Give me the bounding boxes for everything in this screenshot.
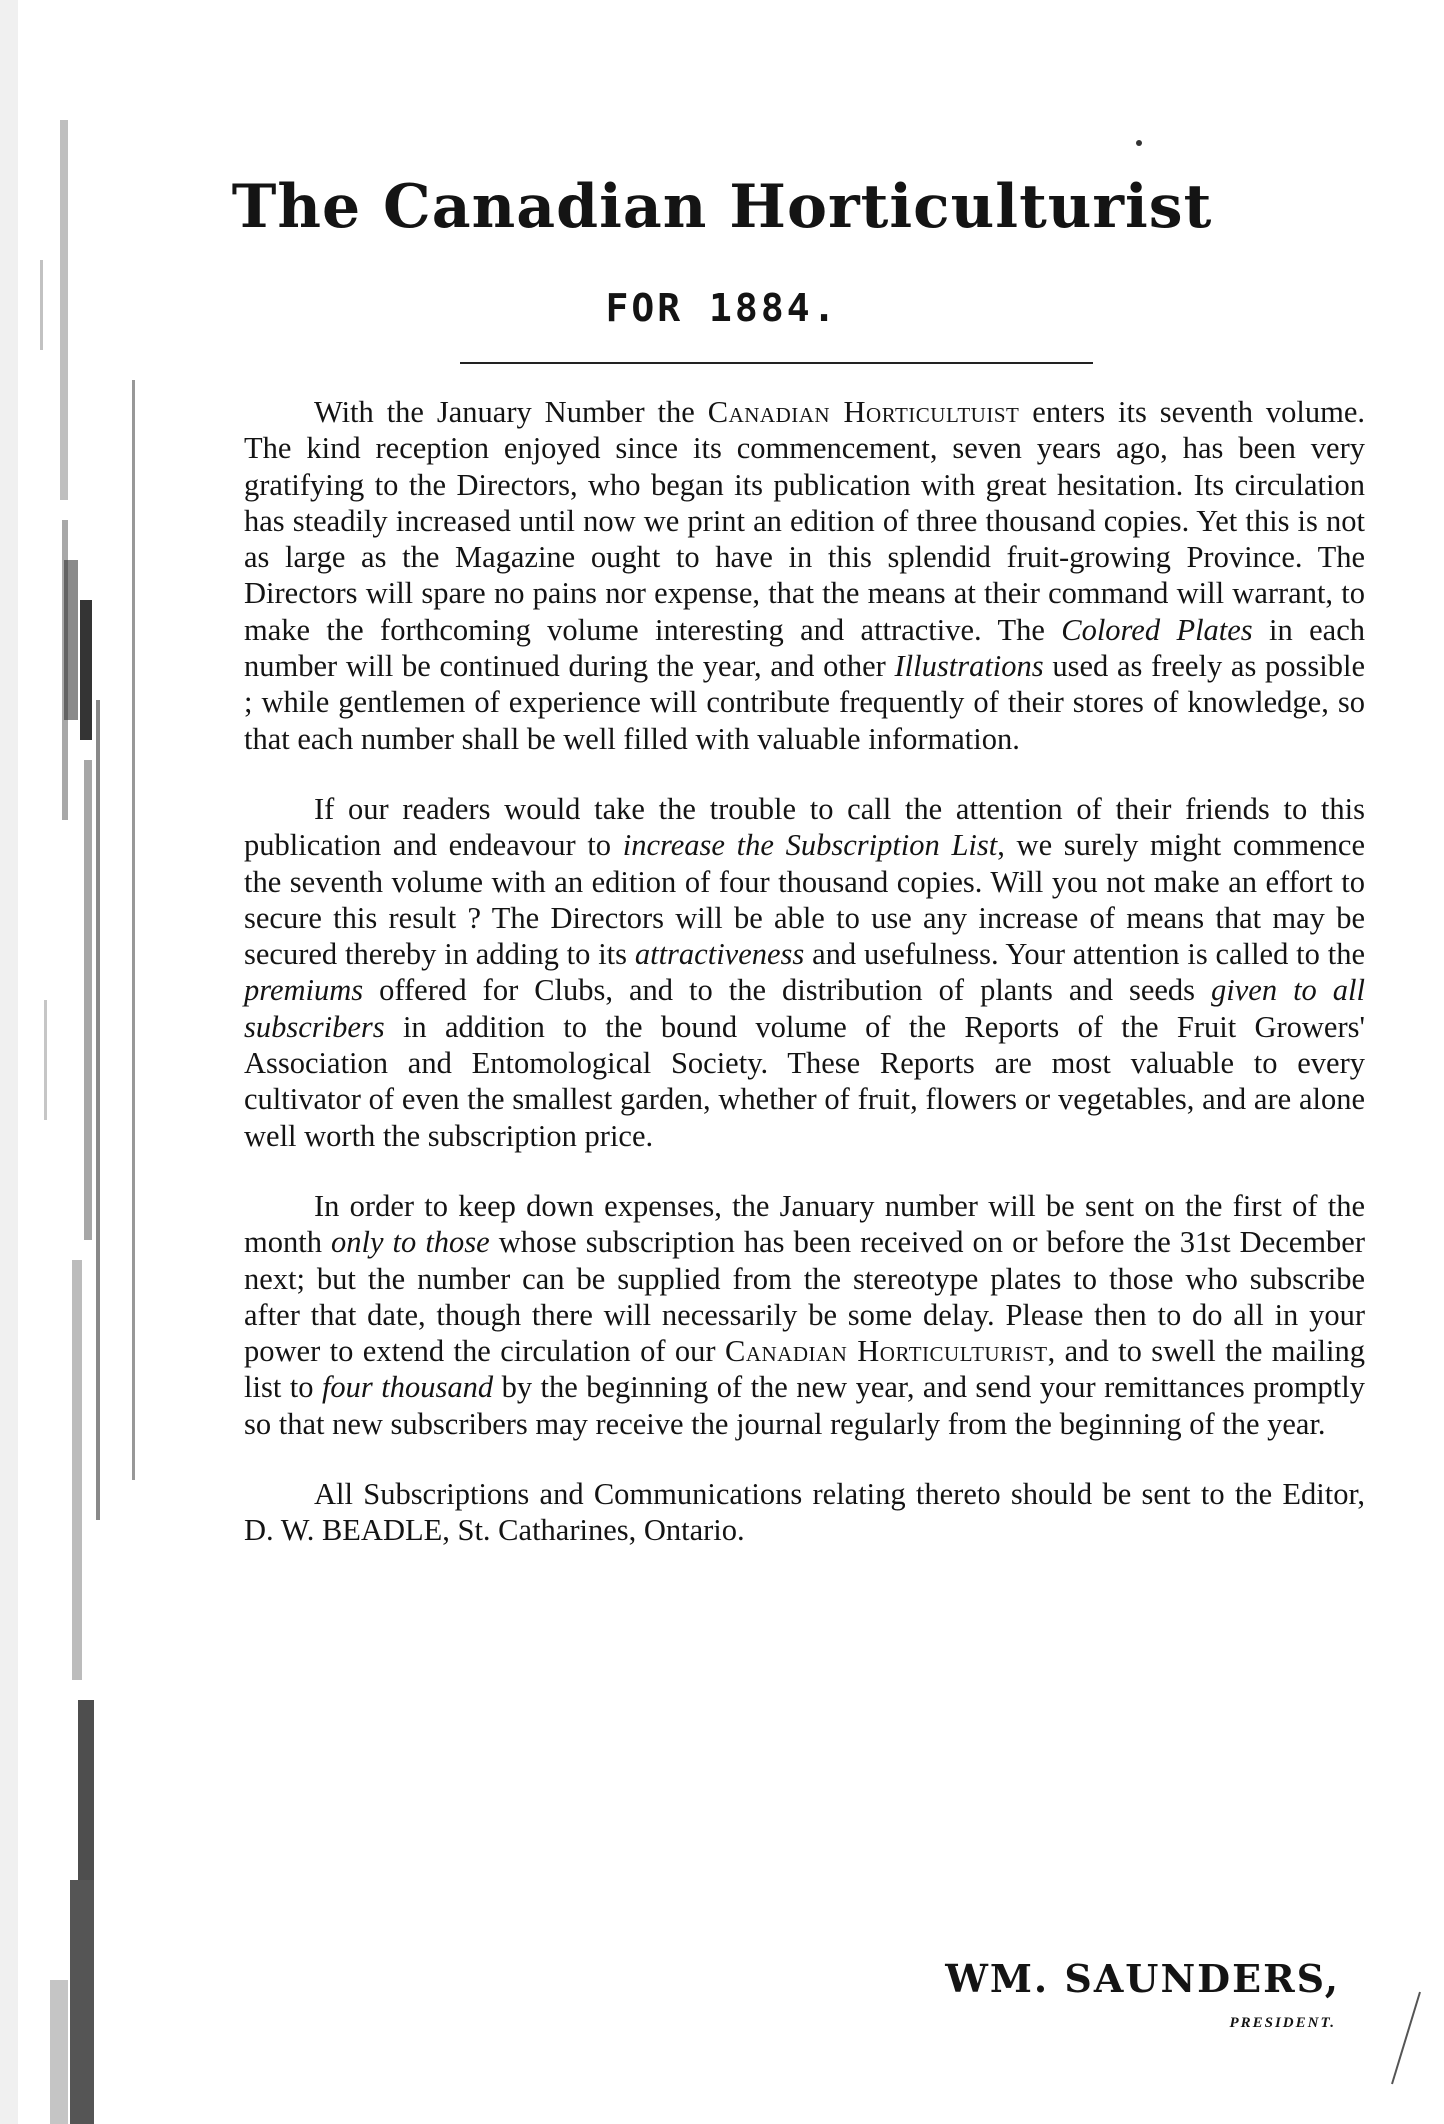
page-subtitle: FOR 1884. [605, 286, 839, 330]
text-run: All Subscriptions and Communications relating thereto should be sent to the Editor, D. W. BEADLE, St. Catharines, Ontario. [244, 1477, 1365, 1548]
title-divider [460, 362, 1093, 364]
signature-name: WM. SAUNDERS, [945, 1956, 1340, 2001]
text-run-italic: increase the Subscription List [622, 828, 998, 863]
text-run-smallcaps: Canadian Horticulturist [725, 1334, 1048, 1369]
text-run-italic: only to those [331, 1225, 490, 1260]
signature-block [945, 1956, 1340, 2032]
text-run: With the January Number the [314, 395, 708, 429]
paragraph [244, 394, 1365, 757]
text-run: offered for Clubs, and to the distribution of plants and seeds [363, 973, 1212, 1008]
paragraph [244, 1476, 1365, 1549]
body-text [244, 394, 1365, 1549]
text-run: used as freely as possible ; while gentlemen of experience will contribute frequently of their stores of knowledge, so that each number shall be well filled with valuable information. [244, 649, 1365, 756]
text-run: In order to keep down expenses, the January number will be sent on the first of the month [244, 1188, 1365, 1260]
text-run: , and to swell the mailing list to [244, 1334, 1365, 1405]
text-run: , we surely might commence the seventh volume with an edition of four thousand copies. Will you not make an effort to secure this result ? The Directors will be able to use any increase of means that may be secured thereby in adding to its [244, 828, 1365, 972]
text-run: by the beginning of the new year, and send your remittances promptly so that new subscribers may receive the journal regularly from the beginning of the year. [244, 1370, 1366, 1441]
text-run-italic: attractiveness [634, 937, 805, 972]
text-run-italic: four thousand [321, 1370, 494, 1405]
scan-stroke-mark [1386, 1988, 1426, 2088]
text-run: whose subscription has been received on or before the 31st December next; but the number can be supplied from the stereotype plates to those who subscribe after that date, though there will necessarily be some delay. Please then to do all in your power to extend the circulation of our [244, 1225, 1365, 1369]
text-run: and usefulness. Your attention is called to the [804, 937, 1365, 972]
text-run-italic: Colored Plates [1061, 612, 1253, 647]
text-run: enters its seventh volume. The kind reception enjoyed since its commencement, seven years ago, has been very gratifying to the Directors, who began its publication with great hesitation. Its circulation has steadily increased until now we print an edition of three thousand copies. Yet this is not as large as the Magazine ought to have in this splendid fruit-growing Province. The Directors will spare no pains nor expense, that the means at their command will warrant, to make the forthcoming volume interesting and attractive. The [244, 395, 1365, 647]
text-run-italic: Illustrations [894, 649, 1044, 684]
page-title: The Canadian Horticulturist [231, 172, 1213, 242]
signature-role: PRESIDENT. [1229, 2015, 1336, 2031]
text-run-italic: given to all subscribers [244, 973, 1365, 1044]
scan-speck-mark [1134, 138, 1144, 148]
paragraph [244, 1188, 1365, 1442]
text-run: If our readers would take the trouble to call the attention of their friends to this publication and endeavour to [244, 791, 1365, 863]
text-run-italic: premiums [244, 973, 364, 1008]
text-run: in each number will be continued during the year, and other [244, 612, 1366, 684]
paragraph [244, 791, 1365, 1154]
text-run: in addition to the bound volume of the Reports of the Fruit Growers' Association and Entomological Society. These Reports are most valuable to every cultivator of even the smallest garden, whether of fruit, flowers or vegetables, and are alone well worth the subscription price. [244, 1009, 1365, 1153]
text-run-smallcaps: Canadian Horticultuist [707, 395, 1020, 429]
